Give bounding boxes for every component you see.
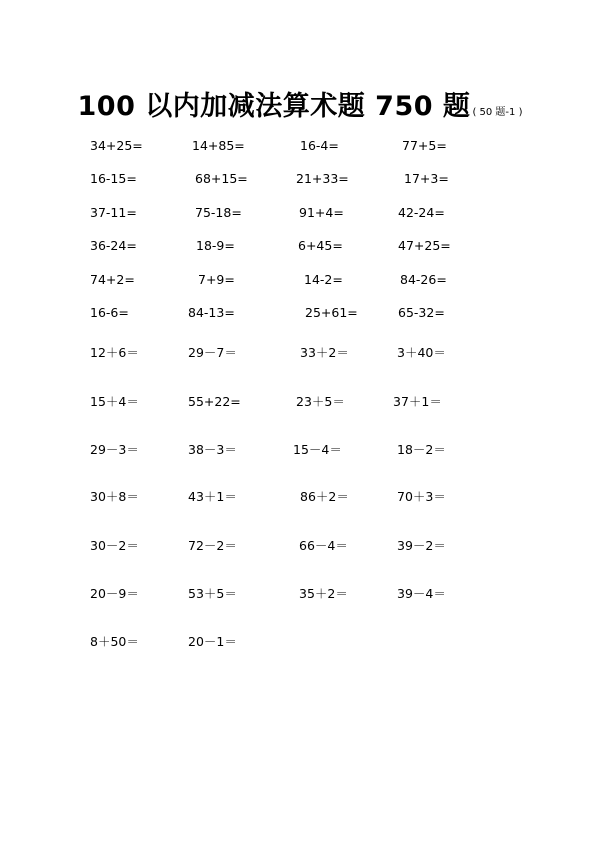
problem: 16-6= (90, 305, 129, 320)
problem: 43＋1＝ (188, 489, 237, 504)
problem: 21+33= (296, 171, 349, 186)
problem: 37＋1＝ (393, 394, 442, 409)
problem: 29－7＝ (188, 345, 237, 360)
problem: 16-4= (300, 138, 339, 153)
problem: 53＋5＝ (188, 586, 237, 601)
problem: 68+15= (195, 171, 248, 186)
problem: 12＋6＝ (90, 345, 139, 360)
problem: 39－4＝ (397, 586, 446, 601)
problem: 36-24= (90, 238, 137, 253)
problem: 6+45= (298, 238, 343, 253)
problem: 35＋2＝ (299, 586, 348, 601)
problem: 72－2＝ (188, 538, 237, 553)
page-title (0, 84, 600, 123)
problem: 29－3＝ (90, 442, 139, 457)
problem: 47+25= (398, 238, 451, 253)
title-main: 100 以内加减法算术题 750 题 (77, 91, 471, 122)
problem: 23＋5＝ (296, 394, 345, 409)
problem: 34+25= (90, 138, 143, 153)
problem: 15－4＝ (293, 442, 342, 457)
problem: 55+22= (188, 394, 241, 409)
problem: 18－2＝ (397, 442, 446, 457)
problem: 25+61= (305, 305, 358, 320)
problem: 91+4= (299, 205, 344, 220)
problem: 84-26= (400, 272, 447, 287)
problem: 42-24= (398, 205, 445, 220)
problem: 70＋3＝ (397, 489, 446, 504)
problem: 77+5= (402, 138, 447, 153)
problem: 33＋2＝ (300, 345, 349, 360)
problem: 18-9= (196, 238, 235, 253)
problem: 7+9= (198, 272, 235, 287)
problem: 14+85= (192, 138, 245, 153)
problem: 15＋4＝ (90, 394, 139, 409)
problem: 86＋2＝ (300, 489, 349, 504)
problem: 3＋40＝ (397, 345, 446, 360)
problem: 39－2＝ (397, 538, 446, 553)
problem: 30－2＝ (90, 538, 139, 553)
problem: 74+2= (90, 272, 135, 287)
problem: 16-15= (90, 171, 137, 186)
problem: 38－3＝ (188, 442, 237, 457)
problem: 84-13= (188, 305, 235, 320)
problem: 14-2= (304, 272, 343, 287)
problem: 20－9＝ (90, 586, 139, 601)
problem: 8＋50＝ (90, 634, 139, 649)
problem: 37-11= (90, 205, 137, 220)
problem: 30＋8＝ (90, 489, 139, 504)
problem: 65-32= (398, 305, 445, 320)
problem: 66－4＝ (299, 538, 348, 553)
problem: 20－1＝ (188, 634, 237, 649)
problem: 75-18= (195, 205, 242, 220)
title-subtitle: ( 50 题-1 ) (472, 107, 523, 118)
problem: 17+3= (404, 171, 449, 186)
